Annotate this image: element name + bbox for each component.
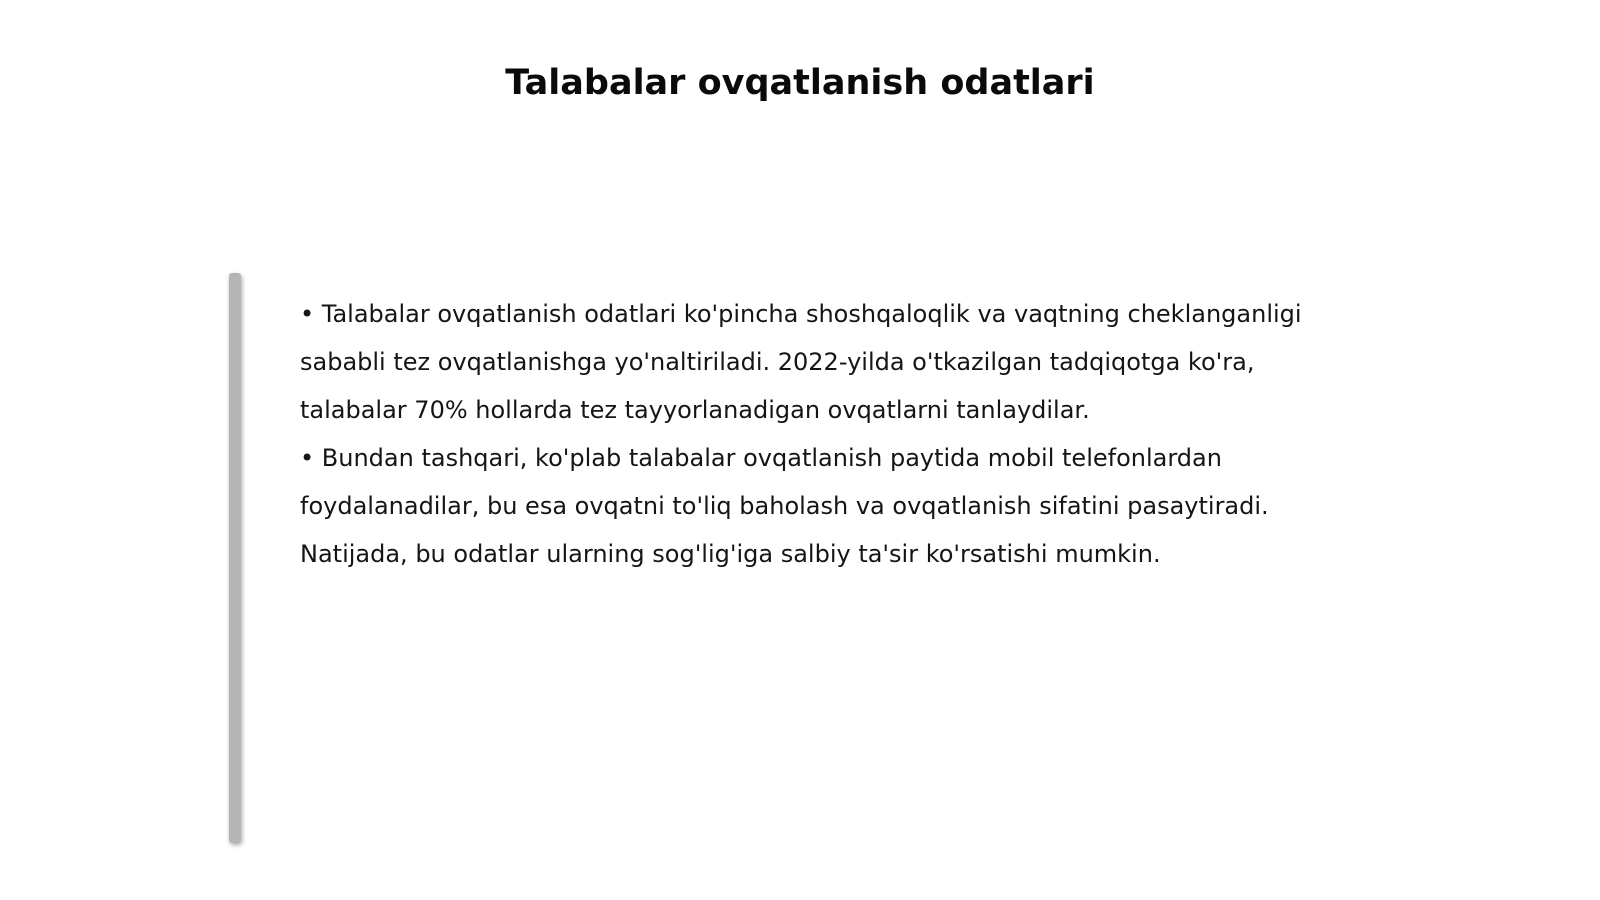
- bullet-paragraph: • Bundan tashqari, ko'plab talabalar ovqatlanish paytida mobil telefonlardan foydalanadilar, bu esa ovqatni to'liq baholash va ovqatlanish sifatini pasaytiradi. Natijada, bu odatlar ularning sog'lig'iga salbiy ta'sir ko'rsatishi mumkin.: [300, 444, 1269, 568]
- slide-content: [300, 290, 1320, 578]
- slide-title: Talabalar ovqatlanish odatlari: [505, 63, 1095, 103]
- accent-bar: [229, 273, 241, 843]
- bullet-paragraph: • Talabalar ovqatlanish odatlari ko'pincha shoshqaloqlik va vaqtning cheklanganligi sababli tez ovqatlanishga yo'naltiriladi. 2022-yilda o'tkazilgan tadqiqotga ko'ra, talabalar 70% hollarda tez tayyorlanadigan ovqatlarni tanlaydilar.: [300, 300, 1302, 424]
